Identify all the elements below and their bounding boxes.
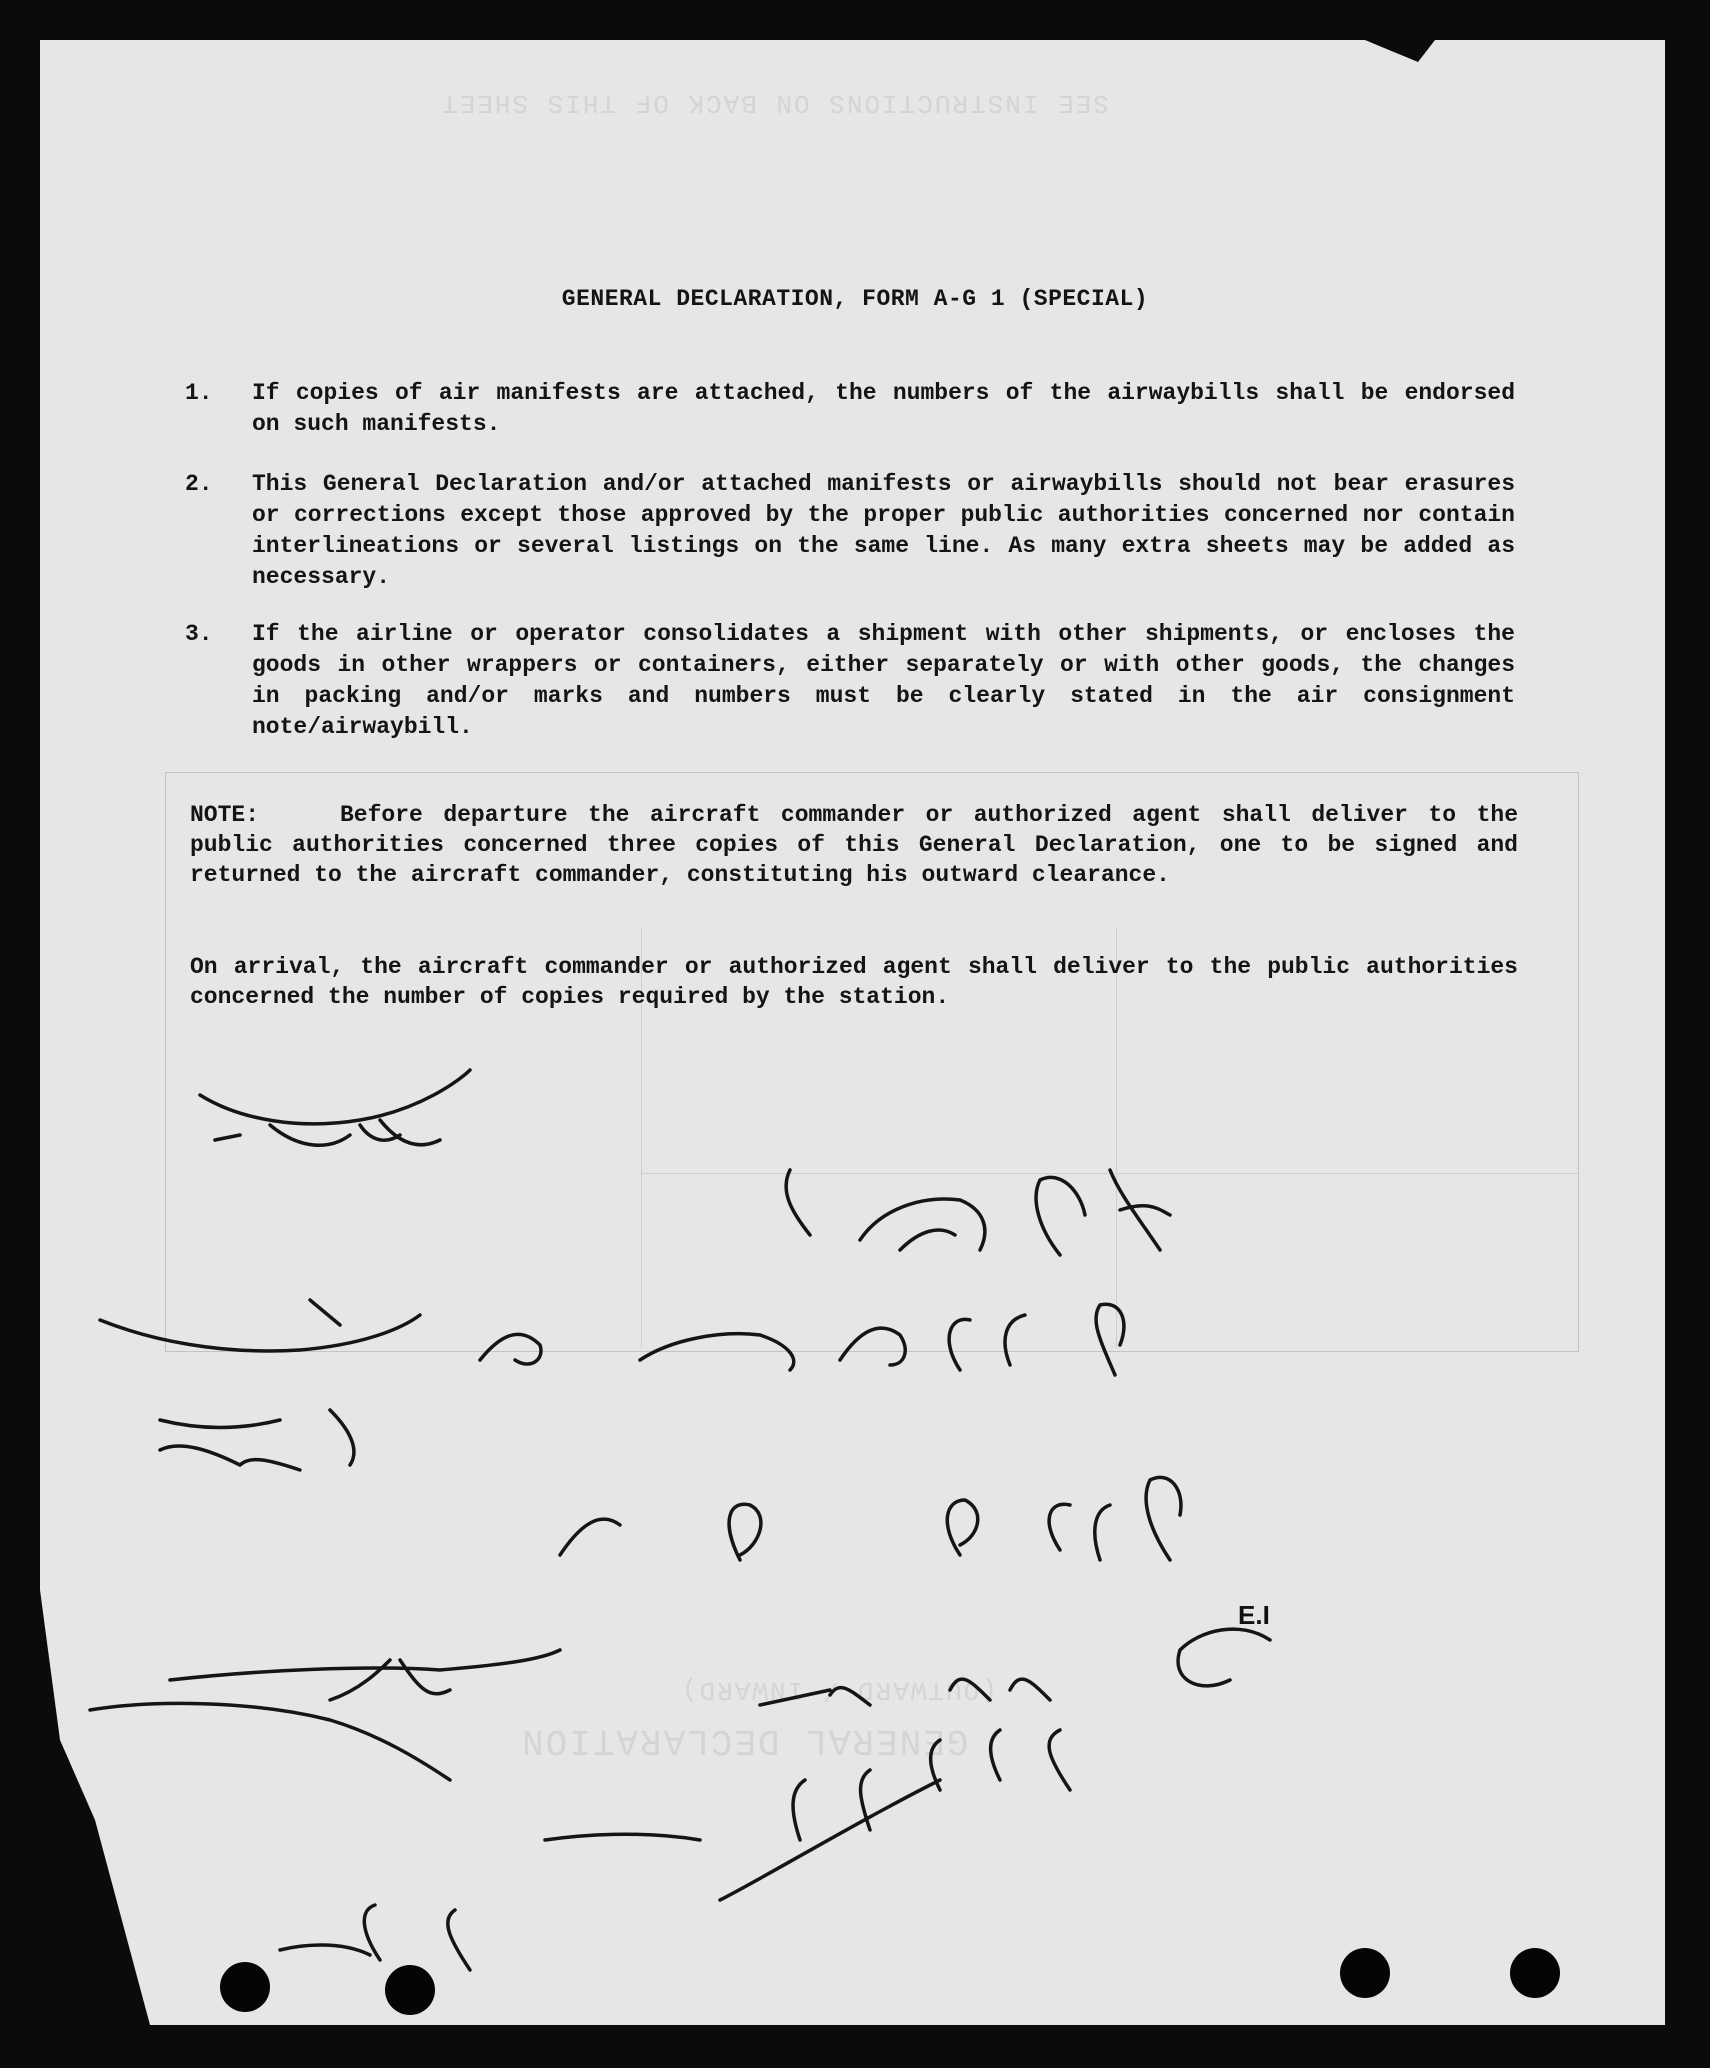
- signature-stroke: [1049, 1504, 1110, 1560]
- signature-stroke: [215, 1125, 400, 1140]
- signature-stroke: [1096, 1304, 1124, 1375]
- punch-hole: [220, 1962, 270, 2012]
- signature-stroke: [950, 1679, 1050, 1700]
- signature-stroke: [1036, 1177, 1085, 1255]
- signature-stroke: [640, 1334, 794, 1370]
- signature-stroke: [160, 1410, 354, 1465]
- signature-stroke: [793, 1770, 870, 1840]
- bleed-through-text: (OUTWARD / INWARD): [680, 1675, 997, 1705]
- punch-hole: [1340, 1948, 1390, 1998]
- signature-stroke: [947, 1500, 977, 1555]
- note-text: On arrival, the aircraft commander or authorized agent shall deliver to the public authorities concerned the number of copies required by the station.: [190, 954, 1518, 1010]
- punch-hole: [385, 1965, 435, 2015]
- signature-stroke: [330, 1660, 450, 1700]
- signature-stroke: [280, 1945, 370, 1955]
- bleed-through-text: SEE INSTRUCTIONS ON BACK OF THIS SHEET: [440, 88, 1109, 118]
- signature-stroke: [931, 1730, 1070, 1790]
- bleed-through-text: GENERAL DECLARATION: [520, 1720, 969, 1761]
- signature-stroke: [1146, 1477, 1181, 1560]
- instruction-number: 3.: [185, 621, 213, 647]
- signature-stroke: [480, 1334, 541, 1364]
- signature-stroke: [1110, 1170, 1170, 1250]
- signature-stroke: [200, 1070, 470, 1124]
- signature-stroke: [729, 1504, 761, 1560]
- note-label: NOTE:: [190, 802, 260, 828]
- signature-stroke: [1178, 1629, 1270, 1686]
- signature-stroke: [364, 1905, 470, 1970]
- signature-stroke: [100, 1300, 420, 1351]
- signature-stroke: [545, 1834, 700, 1840]
- signature-stroke: [760, 1688, 870, 1705]
- signature-stroke: [720, 1780, 940, 1900]
- signature-stroke: [560, 1519, 620, 1555]
- form-title: GENERAL DECLARATION, FORM A-G 1 (SPECIAL): [561, 286, 1149, 312]
- signature-stroke: [786, 1170, 810, 1235]
- instruction-text: This General Declaration and/or attached manifests or airwaybills should not bear erasures or corrections except those approved by the proper public authorities concerned nor contain interlineations or several listings on the same line. As many extra sheets may be added as necessary.: [252, 471, 1515, 590]
- signature-stroke: [840, 1328, 905, 1365]
- signature-stroke: [170, 1650, 560, 1680]
- signature-stroke: [949, 1315, 1025, 1370]
- instruction-number: 1.: [185, 380, 213, 406]
- stamp-mark: E.I: [1238, 1600, 1270, 1630]
- signature-stroke: [160, 1446, 300, 1470]
- signature-stroke: [860, 1199, 985, 1250]
- instruction-text: If the airline or operator consolidates a shipment with other shipments, or encloses the goods in other wrappers or containers, either separately or with other goods, the changes in packing and/or marks and numbers must be clearly stated in the air consignment note/airwaybill.: [252, 621, 1515, 740]
- note-text: Before departure the aircraft commander or authorized agent shall deliver to the public authorities concerned three copies of this General Declaration, one to be signed and returned to the aircraft commander, constituting his outward clearance.: [190, 802, 1518, 888]
- punch-hole: [1510, 1948, 1560, 1998]
- instruction-number: 2.: [185, 471, 213, 497]
- instruction-text: If copies of air manifests are attached, the numbers of the airwaybills shall be endorsed on such manifests.: [252, 380, 1515, 437]
- signature-stroke: [90, 1703, 450, 1780]
